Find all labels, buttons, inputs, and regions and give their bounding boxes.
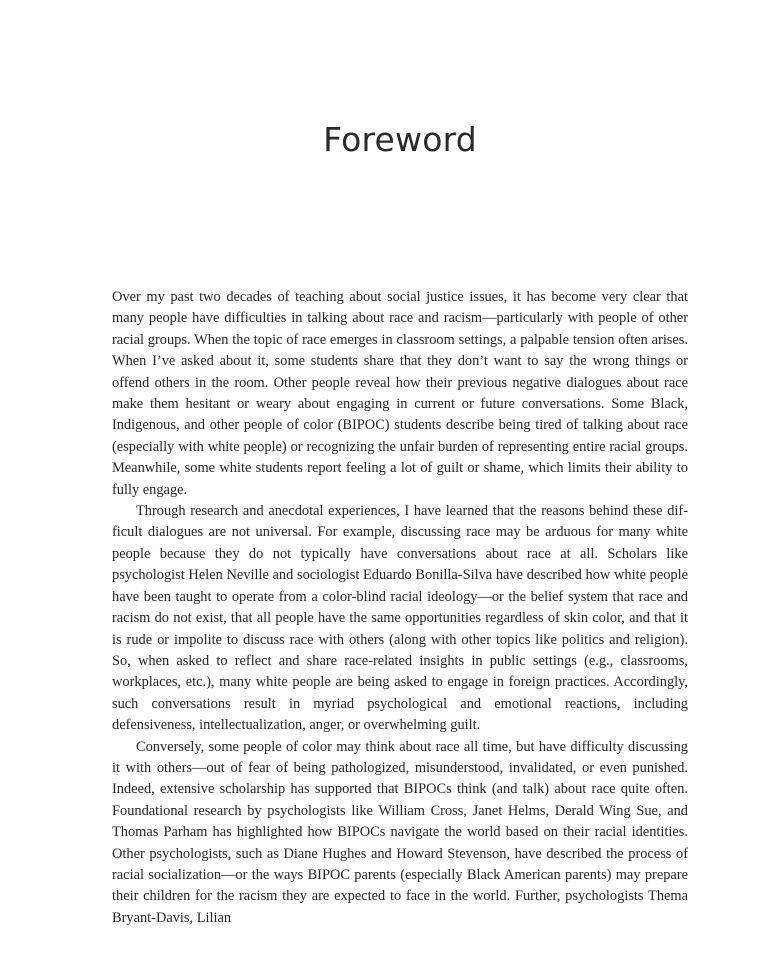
body-text [112,287,688,929]
chapter-title: Foreword [323,120,477,159]
paragraph-3: Conversely, some people of color may think about race all time, but have difficulty discussing it with others—out of fear of being pathologized, misunderstood, invalidated, or even punished. Indeed, extensive scholarship has supported that BIPOCs think (and talk) about race quite often. Foundational research by psychologists like William Cross, Janet Helms, Derald Wing Sue, and Thomas Parham has highlighted how BIPOCs navigate the world based on their racial identities. Other psychologists, such as Diane Hughes and Howard Stevenson, have described the process of racial socialization—or the ways BIPOC parents (especially Black American parents) may prepare their children for the racism they are expected to face in the world. Further, psychologists Thema Bryant-Davis, Lilian [112,738,688,926]
paragraph-2: Through research and anecdotal experiences, I have learned that the reasons behind these difficult dialogues are not universal. For example, discussing race may be arduous for many white people because they do not typically have conversations about race at all. Scholars like psychologist Helen Neville and sociologist Eduardo Bonilla-Silva have described how white people have been taught to operate from a color-blind racial ideology—or the belief system that race and racism do not exist, that all people have the same opportunities regardless of skin color, and that it is rude or impolite to discuss race with others (along with other topics like politics and religion). So, when asked to reflect and share race-related insights in public settings (e.g., classrooms, workplaces, etc.), many white people are being asked to engage in foreign practices. Accordingly, such conversations result in myriad psychological and emotional reactions, including defensiveness, intellectualization, anger, or overwhelming guilt. [112,503,688,734]
paragraph-1: Over my past two decades of teaching about social justice issues, it has become very clear that many people have difficulties in talking about race and racism—particularly with people of other racial groups. When the topic of race emerges in classroom settings, a palpable tension often arises. When I’ve asked about it, some students share that they don’t want to say the wrong things or offend others in the room. Other people reveal how their previous negative dialogues about race make them hesitant or weary about engaging in current or future conversations. Some Black, Indigenous, and other people of color (BIPOC) students describe being tired of talking about race (especially with white people) or recognizing the unfair burden of representing entire racial groups. Meanwhile, some white students report feeling a lot of guilt or shame, which limits their ability to fully engage. [112,289,688,498]
